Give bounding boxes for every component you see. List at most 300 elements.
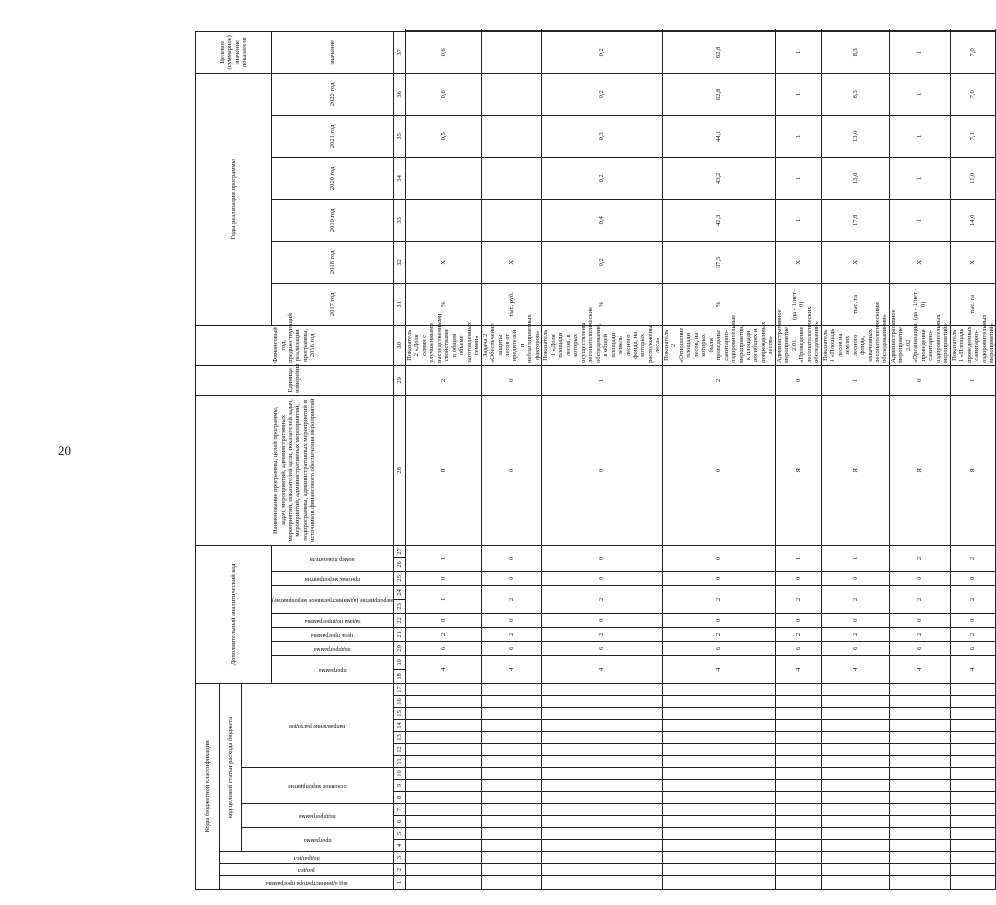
budget-code-cell — [821, 840, 889, 852]
budget-code-cell — [950, 683, 996, 695]
main-event-code-header: основное мероприятие — [242, 768, 394, 804]
budget-code-cell — [542, 744, 663, 756]
year-value-cell — [481, 199, 542, 241]
budget-code-cell — [950, 816, 996, 828]
row-name: Административное мероприятие 2.02 «Организация проведения санитарно-оздоровительных мероприятий» — [889, 325, 950, 365]
analytic-code-cell: 2 — [405, 627, 481, 641]
budget-code-cell — [775, 756, 821, 768]
budget-code-cell — [405, 792, 481, 804]
analytic-code-cell: 6 — [405, 641, 481, 655]
col-number: 14 — [393, 720, 405, 732]
budget-code-cell — [889, 864, 950, 876]
year-2022-header: 2022 год — [272, 73, 394, 115]
budget-code-cell — [889, 852, 950, 864]
table-row — [821, 31, 889, 890]
budget-code-cell — [662, 756, 775, 768]
budget-code-cell — [662, 876, 775, 890]
analytic-code-cell: 1 — [950, 365, 996, 395]
target-article-header: код целевой статьи расхода бюджета — [220, 683, 242, 851]
col-number: 15 — [393, 708, 405, 720]
budget-code-cell — [662, 840, 775, 852]
budget-code-cell — [950, 744, 996, 756]
budget-code-cell — [950, 792, 996, 804]
year-value-cell: 8,3 — [821, 31, 889, 73]
col-number: 30 — [393, 325, 405, 365]
year-value-cell: 62,8 — [662, 73, 775, 115]
budget-code-cell — [821, 756, 889, 768]
budget-code-cell — [481, 840, 542, 852]
col-number: 24 — [393, 585, 405, 599]
table-row — [775, 31, 821, 890]
analytic-code-cell: 1 — [405, 545, 481, 571]
analytic-code-cell: 0 — [542, 545, 663, 571]
analytic-code-cell: 4 — [481, 655, 542, 683]
budget-code-cell — [405, 852, 481, 864]
budget-code-cell — [405, 696, 481, 708]
analytic-code-cell: 4 — [542, 655, 663, 683]
col-number: 32 — [393, 241, 405, 283]
col-number: 9 — [393, 780, 405, 792]
budget-code-cell — [542, 876, 663, 890]
budget-code-cell — [821, 876, 889, 890]
analytic-code-cell: 2 — [662, 365, 775, 395]
col-number: 31 — [393, 283, 405, 325]
budget-code-cell — [889, 780, 950, 792]
analytic-code-cell: 0 — [821, 571, 889, 585]
budget-code-cell — [775, 768, 821, 780]
unit-header: Единица измерения — [196, 365, 394, 395]
budget-code-cell — [662, 852, 775, 864]
budget-code-cell — [662, 804, 775, 816]
analytic-code-cell: 0 — [405, 395, 481, 545]
analytic-task-header: задача подпрограммы — [272, 613, 394, 627]
table-row — [889, 31, 950, 890]
analytic-code-cell: 4 — [950, 655, 996, 683]
row-unit: % — [542, 283, 663, 325]
analytic-code-cell: 0 — [889, 365, 950, 395]
budget-code-cell — [542, 864, 663, 876]
budget-code-cell — [950, 732, 996, 744]
analytic-code-cell: 0 — [775, 613, 821, 627]
budget-code-cell — [662, 683, 775, 695]
budget-code-cell — [889, 792, 950, 804]
budget-code-cell — [662, 780, 775, 792]
col-number: 18 — [393, 669, 405, 683]
final-value-header: Целевое (суммарное) значение показателя — [196, 31, 272, 73]
col-number: 21 — [393, 627, 405, 641]
year-value-cell: 7,0 — [950, 31, 996, 73]
year-value-cell: 0,4 — [542, 199, 663, 241]
budget-code-cell — [481, 864, 542, 876]
col-number: 7 — [393, 804, 405, 816]
finance-year-header: Финансовый год, предшествующий реализации программы, 2016 год — [196, 325, 394, 365]
year-2018-header: 2018 год — [272, 241, 394, 283]
budget-code-cell — [662, 732, 775, 744]
budget-code-cell — [889, 804, 950, 816]
row-finance-2016: 37,5 — [662, 241, 775, 283]
budget-code-cell — [542, 816, 663, 828]
year-value-cell: 0,6 — [405, 31, 481, 73]
analytic-code-cell: 0 — [481, 613, 542, 627]
budget-code-cell — [775, 864, 821, 876]
budget-code-cell — [481, 756, 542, 768]
budget-code-cell — [405, 804, 481, 816]
budget-code-cell — [950, 840, 996, 852]
budget-code-cell — [821, 828, 889, 840]
col-number: 22 — [393, 613, 405, 627]
year-value-cell — [481, 157, 542, 199]
budget-code-cell — [481, 816, 542, 828]
col-number: 13 — [393, 732, 405, 744]
year-value-cell: 13,0 — [821, 115, 889, 157]
budget-code-cell — [775, 744, 821, 756]
row-unit: тыс. га — [950, 283, 996, 325]
year-value-cell: 1 — [775, 115, 821, 157]
direction-code-header: направление расходов — [242, 683, 394, 767]
budget-code-cell — [775, 683, 821, 695]
year-value-cell — [405, 157, 481, 199]
table-row — [950, 31, 996, 890]
analytic-code-cell: 0 — [821, 613, 889, 627]
analytic-code-cell: 6 — [950, 641, 996, 655]
analytic-code-cell: 6 — [542, 641, 663, 655]
subsection-header: подраздел — [220, 852, 394, 864]
budget-code-cell — [775, 852, 821, 864]
analytic-event-type-header: признак мероприятия — [272, 571, 394, 585]
budget-code-cell — [662, 828, 775, 840]
col-number: 1 — [393, 876, 405, 890]
analytic-code-cell: 2 — [889, 545, 950, 571]
row-name: Показатель 1 «Площадь лесов на землях лесного фонда, охваченных лесопатологическими обследованиями» — [821, 325, 889, 365]
row-unit: (да - 1/нет - 0) — [775, 283, 821, 325]
analytic-code-cell: 6 — [821, 641, 889, 655]
col-number: 6 — [393, 816, 405, 828]
analytic-code-cell: 6 — [662, 641, 775, 655]
budget-code-cell — [405, 840, 481, 852]
budget-code-cell — [662, 696, 775, 708]
budget-code-cell — [821, 852, 889, 864]
year-2019-header: 2019 год — [272, 199, 394, 241]
col-number: 23 — [393, 599, 405, 613]
year-value-cell: 0,2 — [542, 31, 663, 73]
budget-code-cell — [542, 756, 663, 768]
analytic-code-cell: 1 — [405, 585, 481, 613]
budget-code-cell — [889, 696, 950, 708]
year-value-cell: 1 — [775, 73, 821, 115]
budget-code-cell — [542, 780, 663, 792]
budget-code-cell — [662, 744, 775, 756]
budget-code-cell — [405, 732, 481, 744]
budget-code-cell — [542, 852, 663, 864]
row-finance-2016: X — [775, 241, 821, 283]
budget-code-cell — [889, 816, 950, 828]
col-number: 29 — [393, 365, 405, 395]
budget-code-cell — [481, 708, 542, 720]
column-numbers-row — [393, 31, 405, 890]
budget-code-cell — [542, 804, 663, 816]
year-value-cell: 1 — [889, 31, 950, 73]
col-number: 8 — [393, 792, 405, 804]
col-number: 28 — [393, 395, 405, 545]
budget-code-cell — [775, 792, 821, 804]
year-value-cell: 0,2 — [542, 157, 663, 199]
analytic-code-cell: 1 — [542, 365, 663, 395]
budget-code-cell — [889, 840, 950, 852]
budget-code-cell — [542, 696, 663, 708]
year-value-cell: 0,5 — [405, 115, 481, 157]
analytic-code-cell: 0 — [950, 613, 996, 627]
budget-code-cell — [775, 876, 821, 890]
budget-code-cell — [542, 840, 663, 852]
analytic-code-cell: 0 — [481, 365, 542, 395]
budget-code-cell — [481, 804, 542, 816]
year-2020-header: 2020 год — [272, 157, 394, 199]
budget-code-cell — [775, 828, 821, 840]
year-value-cell: 1 — [775, 199, 821, 241]
budget-code-cell — [481, 876, 542, 890]
year-value-cell: 1 — [889, 199, 950, 241]
budget-code-cell — [481, 683, 542, 695]
budget-code-cell — [775, 816, 821, 828]
analytic-code-cell: Я — [950, 395, 996, 545]
year-value-cell: 0,6 — [405, 73, 481, 115]
analytic-code-cell: 6 — [481, 641, 542, 655]
budget-code-cell — [542, 792, 663, 804]
row-unit: % — [662, 283, 775, 325]
year-value-cell: 13,0 — [821, 157, 889, 199]
analytic-code-cell: 1 — [821, 365, 889, 395]
col-number: 36 — [393, 73, 405, 115]
analytic-code-cell: 1 — [775, 545, 821, 571]
budget-code-cell — [405, 768, 481, 780]
analytic-code-cell: 2 — [821, 627, 889, 641]
analytic-code-cell: 0 — [662, 571, 775, 585]
col-number: 26 — [393, 557, 405, 571]
row-unit: тыс. руб. — [481, 283, 542, 325]
table-rotator — [195, 30, 995, 890]
year-value-cell: 62,8 — [662, 31, 775, 73]
year-value-cell: 1 — [775, 157, 821, 199]
budget-code-cell — [662, 816, 775, 828]
year-value-cell: 43,2 — [662, 157, 775, 199]
year-value-cell — [481, 73, 542, 115]
budget-code-cell — [821, 720, 889, 732]
budget-code-cell — [481, 732, 542, 744]
analytic-code-header: Дополнительный аналитический код — [196, 545, 272, 683]
col-number: 5 — [393, 828, 405, 840]
analytic-code-cell: 2 — [775, 627, 821, 641]
row-finance-2016: X — [950, 241, 996, 283]
budget-code-cell — [775, 732, 821, 744]
year-value-cell: 0,2 — [542, 73, 663, 115]
naming-header: Наименование программы, целей программы, задач, мероприятий, административных мероприятий, показателей цели, показателей задач, мероприятий, административных мероприятий, подпрограммы, административных мероприятий и источников финансового обеспечения мероприятий — [196, 395, 394, 545]
year-value-cell: 44,1 — [662, 115, 775, 157]
col-number: 25 — [393, 571, 405, 585]
budget-code-cell — [481, 720, 542, 732]
budget-code-cell — [821, 864, 889, 876]
budget-code-cell — [542, 828, 663, 840]
analytic-code-cell: 2 — [950, 545, 996, 571]
budget-code-cell — [821, 780, 889, 792]
analytic-code-cell: 0 — [889, 571, 950, 585]
subprogram-code-header: подпрограмма — [242, 804, 394, 828]
budget-code-cell — [662, 708, 775, 720]
year-value-cell: 1 — [775, 31, 821, 73]
col-number: 34 — [393, 157, 405, 199]
budget-code-cell — [950, 804, 996, 816]
budget-code-cell — [662, 864, 775, 876]
budget-code-cell — [821, 708, 889, 720]
admin-code-header: код администратора программы — [220, 876, 394, 890]
budget-code-cell — [662, 768, 775, 780]
budget-code-cell — [950, 756, 996, 768]
row-unit: % — [405, 283, 481, 325]
budget-code-cell — [405, 756, 481, 768]
analytic-code-cell: 6 — [775, 641, 821, 655]
year-value-cell: 8,3 — [821, 73, 889, 115]
col-number: 37 — [393, 31, 405, 73]
year-value-cell: 0,3 — [542, 115, 663, 157]
budget-code-cell — [950, 768, 996, 780]
col-number: 35 — [393, 115, 405, 157]
analytic-code-cell: 0 — [542, 395, 663, 545]
analytic-indicator-header: номер показателя — [272, 545, 394, 571]
year-value-cell: 14,0 — [950, 199, 996, 241]
analytic-code-cell: 0 — [662, 613, 775, 627]
budget-code-cell — [405, 720, 481, 732]
col-number: 10 — [393, 768, 405, 780]
col-number: 12 — [393, 744, 405, 756]
analytic-code-cell: 0 — [481, 395, 542, 545]
row-name: Показатель 1 «Доля площади лесов, в которых осуществлены лесопатологические обследования, в общей площади земель лесного фонда, на которых расположены леса» — [542, 325, 663, 365]
budget-code-cell — [662, 792, 775, 804]
budget-code-cell — [950, 828, 996, 840]
analytic-code-cell: 1 — [821, 545, 889, 571]
year-value-cell: 42,3 — [662, 199, 775, 241]
budget-code-cell — [821, 744, 889, 756]
budget-code-cell — [950, 708, 996, 720]
analytic-code-cell: 0 — [481, 571, 542, 585]
budget-code-cell — [775, 804, 821, 816]
analytic-code-cell: Я — [821, 395, 889, 545]
analytic-code-cell: 0 — [405, 613, 481, 627]
final-value-subheader: значение — [272, 31, 394, 73]
budget-code-cell — [481, 852, 542, 864]
budget-code-cell — [775, 840, 821, 852]
budget-code-cell — [889, 876, 950, 890]
budget-code-cell — [542, 708, 663, 720]
col-number: 27 — [393, 545, 405, 557]
year-value-cell: 7,0 — [950, 73, 996, 115]
budget-code-cell — [889, 720, 950, 732]
table-row — [542, 31, 663, 890]
analytic-code-cell: 6 — [889, 641, 950, 655]
row-finance-2016: X — [405, 241, 481, 283]
row-finance-2016: 0,2 — [542, 241, 663, 283]
year-value-cell — [481, 31, 542, 73]
analytic-goal-header: цель программы — [272, 627, 394, 641]
budget-code-cell — [889, 828, 950, 840]
year-value-cell — [481, 115, 542, 157]
budget-code-cell — [775, 708, 821, 720]
budget-code-cell — [542, 720, 663, 732]
analytic-code-cell: 0 — [542, 571, 663, 585]
budget-code-cell — [889, 744, 950, 756]
analytic-code-cell: 0 — [775, 571, 821, 585]
row-name: Задача 2 «Обеспечение защиты лесов от вредителей и неблагоприятных факторов» — [481, 325, 542, 365]
year-value-cell: 1 — [889, 73, 950, 115]
budget-code-cell — [405, 683, 481, 695]
years-header: Годы реализации программы — [196, 73, 272, 325]
analytic-code-cell: 4 — [405, 655, 481, 683]
page-number: 20 — [58, 443, 71, 458]
program-code-header: программа — [242, 828, 394, 852]
row-unit: тыс. га — [821, 283, 889, 325]
col-number: 19 — [393, 655, 405, 669]
row-finance-2016: X — [821, 241, 889, 283]
budget-code-cell — [405, 744, 481, 756]
year-value-cell: 11,0 — [950, 157, 996, 199]
budget-code-cell — [950, 720, 996, 732]
budget-code-cell — [775, 780, 821, 792]
col-number: 17 — [393, 683, 405, 695]
row-name: Показатель 2 «Доля семян с улучшенными наследственными свойствами в общем объеме заготовленных семян» — [405, 325, 481, 365]
budget-code-cell — [950, 876, 996, 890]
year-2017-header: 2017 год — [272, 283, 394, 325]
budget-code-cell — [821, 696, 889, 708]
row-name: Показатель 2 «Отношение площади лесов, на которых были проведены санитарно-оздоровительные мероприятия, к площади погибших и поврежденных лесов» — [662, 325, 775, 365]
analytic-code-cell: 0 — [662, 395, 775, 545]
analytic-code-cell: 2 — [821, 585, 889, 613]
budget-code-cell — [481, 828, 542, 840]
table-row — [481, 31, 542, 890]
budget-code-cell — [889, 732, 950, 744]
budget-code-cell — [405, 876, 481, 890]
analytic-code-cell: 2 — [662, 627, 775, 641]
budget-code-cell — [405, 780, 481, 792]
analytic-code-cell: 2 — [775, 585, 821, 613]
analytic-code-cell: Я — [889, 395, 950, 545]
analytic-code-cell: 2 — [481, 585, 542, 613]
analytic-code-cell: 0 — [662, 545, 775, 571]
col-number: 33 — [393, 199, 405, 241]
budget-code-cell — [481, 780, 542, 792]
budget-code-cell — [889, 683, 950, 695]
year-value-cell: 1 — [889, 115, 950, 157]
budget-code-cell — [821, 804, 889, 816]
analytic-code-cell: Я — [775, 395, 821, 545]
table-row — [662, 31, 775, 890]
col-number: 2 — [393, 864, 405, 876]
analytic-code-cell: 2 — [542, 585, 663, 613]
analytic-code-cell: 0 — [775, 365, 821, 395]
budget-code-cell — [662, 720, 775, 732]
budget-code-cell — [542, 768, 663, 780]
analytic-code-cell: 0 — [889, 613, 950, 627]
rotated-table-stage — [195, 30, 995, 890]
col-number: 4 — [393, 840, 405, 852]
analytic-code-cell: 2 — [889, 627, 950, 641]
budget-code-cell — [889, 768, 950, 780]
budget-code-cell — [821, 732, 889, 744]
row-name: Показатель 1 «Площадь проведенных санитарно-оздоровительных мероприятий» — [950, 325, 996, 365]
row-name: Административное мероприятие 2.01 «Проведение лесопатологических обследований» — [775, 325, 821, 365]
budget-code-cell — [481, 792, 542, 804]
analytic-code-cell: 2 — [662, 585, 775, 613]
budget-code-cell — [821, 768, 889, 780]
analytic-code-cell: 2 — [889, 585, 950, 613]
budget-code-cell — [405, 708, 481, 720]
